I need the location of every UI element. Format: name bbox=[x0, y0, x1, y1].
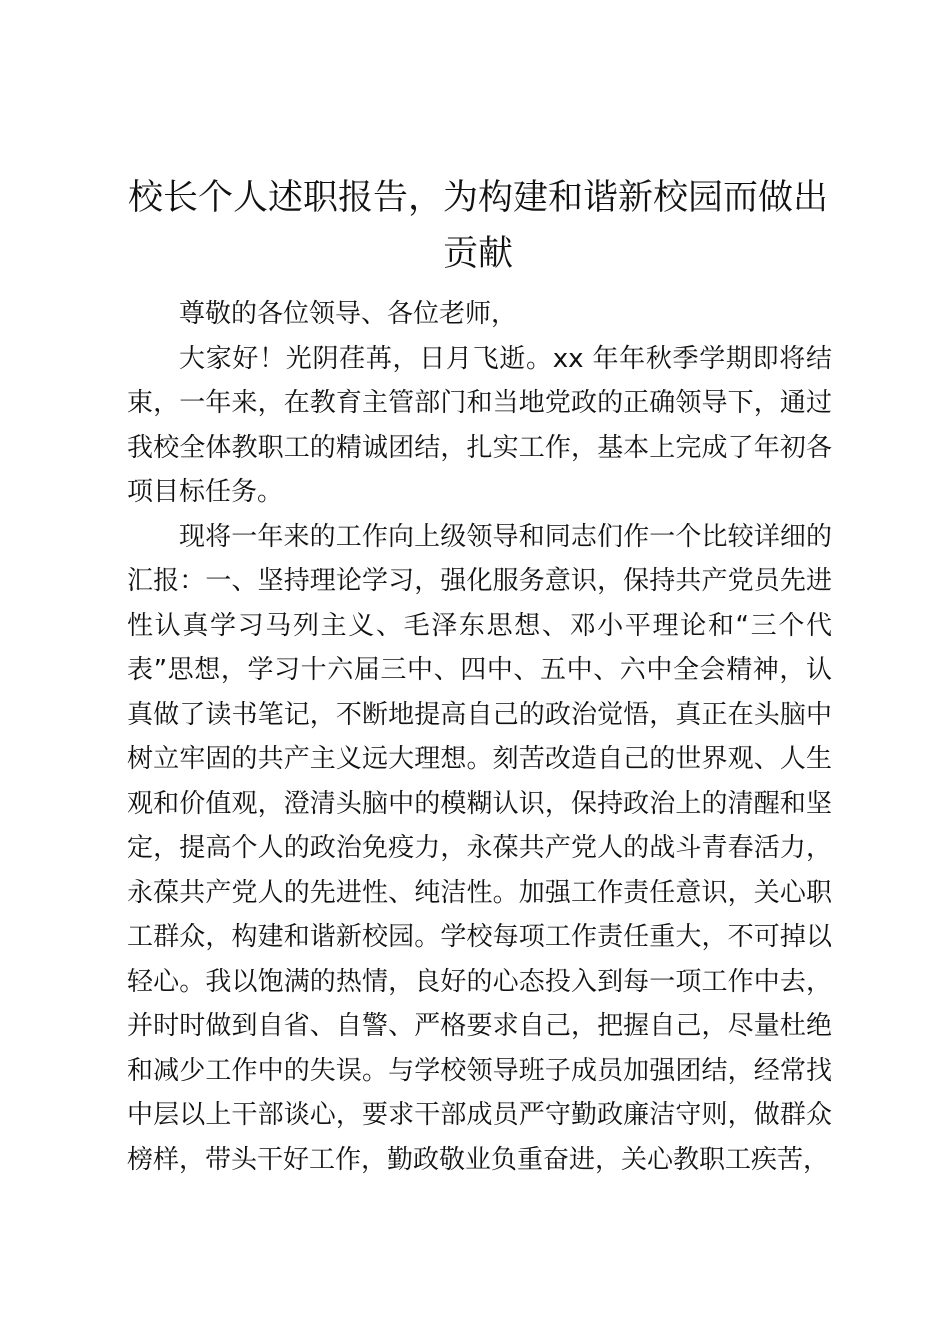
document-body bbox=[127, 292, 832, 1182]
paragraph-salutation: 尊敬的各位领导、各位老师， bbox=[179, 299, 518, 329]
document-title: 校长个人述职报告，为构建和谐新校园而做出贡献 bbox=[127, 178, 828, 274]
paragraph-greeting: 大家好！光阴荏苒，日月飞逝。xx 年年秋季学期即将结束，一年来，在教育主管部门和当地党政的正确领导下，通过我校全体教职工的精诚团结，扎实工作，基本上完成了年初各项目标任务。 bbox=[127, 343, 832, 507]
paragraph-report: 现将一年来的工作向上级领导和同志们作一个比较详细的汇报：一、坚持理论学习，强化服务意识，保持共产党员先进性认真学习马列主义、毛泽东思想、邓小平理论和“三个代表”思想，学习十六届三中、四中、五中、六中全会精神，认真做了读书笔记，不断地提高自己的政治觉悟，真正在头脑中树立牢固的共产主义远大理想。刻苦改造自己的世界观、人生观和价值观，澄清头脑中的模糊认识，保持政治上的清醒和坚定，提高个人的政治免疫力，永葆共产党人的战斗青春活力，永葆共产党人的先进性、纯洁性。加强工作责任意识，关心职工群众，构建和谐新校园。学校每项工作责任重大，不可掉以轻心。我以饱满的热情，良好的心态投入到每一项工作中去，并时时做到自省、自警、严格要求自己，把握自己，尽量杜绝和减少工作中的失误。与学校领导班子成员加强团结，经常找中层以上干部谈心，要求干部成员严守勤政廉洁守则，做群众榜样，带头干好工作，勤政敬业负重奋进，关心教职工疾苦， bbox=[127, 521, 832, 1175]
